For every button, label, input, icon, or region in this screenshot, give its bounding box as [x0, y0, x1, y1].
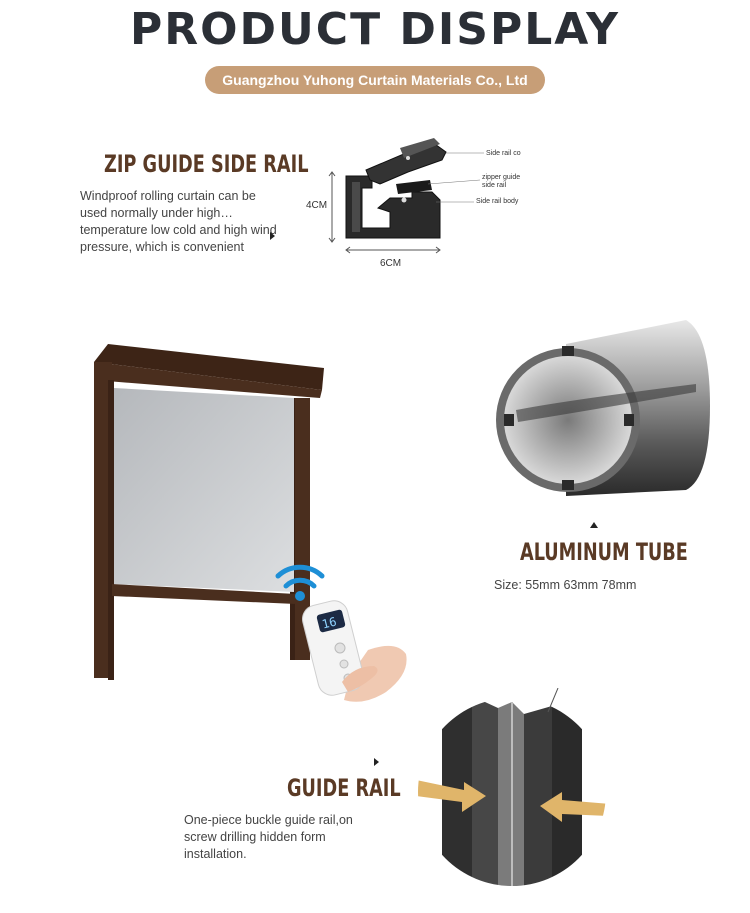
diagram-width-label: 6CM	[380, 258, 402, 269]
bullet-triangle-icon	[270, 232, 275, 240]
zip-rail-title: ZIP GUIDE SIDE RAIL	[104, 150, 309, 178]
zip-rail-description: Windproof rolling curtain can be used normally under high… temperature low cold and high wind pressure, which is convenient	[80, 189, 277, 254]
guide-rail-illustration	[412, 688, 612, 888]
aluminum-tube-size: Size: 55mm 63mm 78mm	[494, 578, 637, 592]
roller-shutter-illustration	[88, 340, 328, 685]
diagram-label-cover: Side rail co	[486, 150, 521, 157]
diagram-label-zipper-2: side rail	[482, 182, 507, 189]
aluminum-tube-title: ALUMINUM TUBE	[520, 538, 688, 566]
diagram-label-body: Side rail body	[476, 198, 519, 205]
diagram-height-label: 4CM	[306, 200, 328, 211]
bullet-triangle-up-icon	[590, 522, 598, 528]
bullet-triangle-icon-2	[374, 758, 379, 766]
diagram-label-zipper-1: zipper guide	[482, 174, 521, 181]
aluminum-tube-illustration	[496, 314, 712, 506]
guide-rail-description: One-piece buckle guide rail,on screw drilling hidden form installation.	[184, 813, 353, 861]
remote-display: 16	[320, 614, 338, 632]
page-title: PRODUCT DISPLAY	[130, 4, 620, 55]
company-badge: Guangzhou Yuhong Curtain Materials Co., Ltd	[205, 66, 545, 94]
guide-rail-title: GUIDE RAIL	[287, 774, 401, 802]
remote-control-icon	[298, 596, 414, 708]
